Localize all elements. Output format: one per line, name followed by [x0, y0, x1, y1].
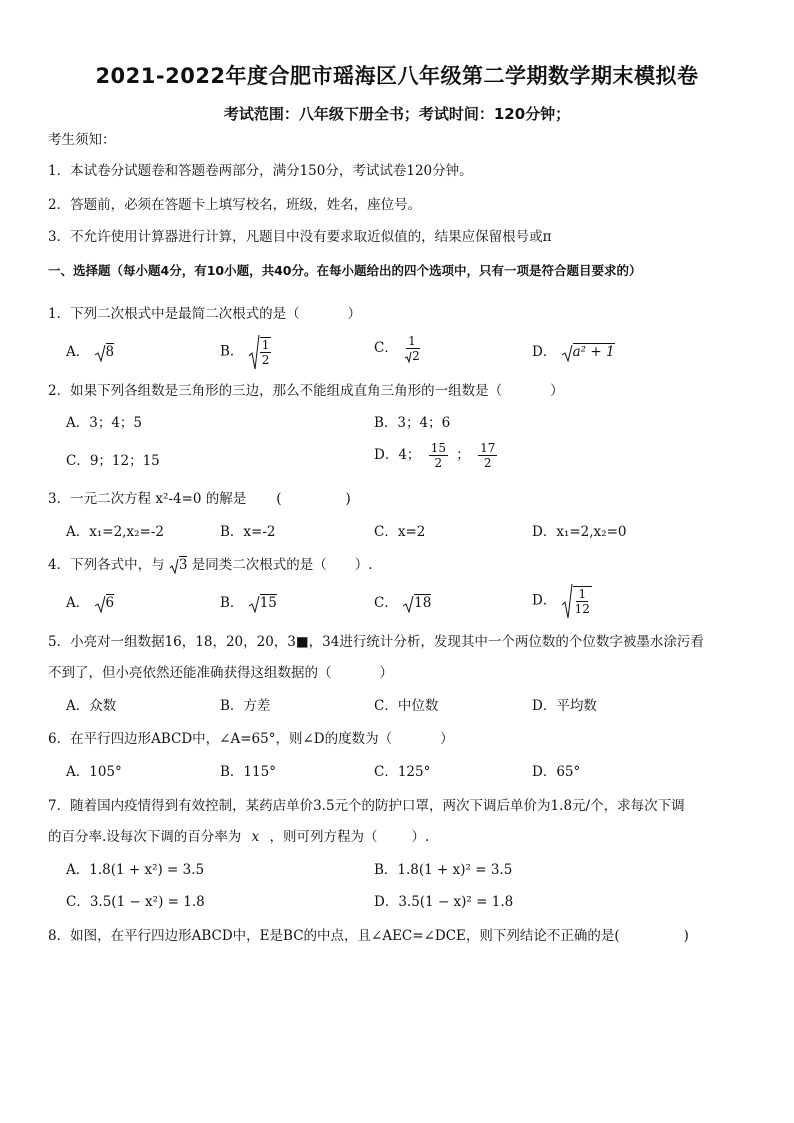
question-4-stem: 4．下列各式中，与 3 是同类二次根式的是（ ）.: [48, 557, 373, 573]
q5-option-b: B．方差: [220, 698, 271, 714]
sqrt-symbol: [94, 344, 106, 362]
question-2-stem: 2．如果下列各组数是三角形的三边，那么不能组成直角三角形的一组数是（ ）: [48, 383, 564, 399]
q7-option-d: D．3.5(1 − x)² = 1.8: [374, 894, 514, 910]
sqrt-symbol: [248, 595, 260, 613]
q4-option-d: D． $\frac{1}{12}$: [532, 583, 592, 619]
q7-option-b: B．1.8(1 + x)² = 3.5: [374, 862, 513, 878]
notice-item-1: 1．本试卷分试题卷和答题卷两部分，满分150分，考试试卷120分钟。: [48, 163, 473, 179]
notice-heading: 考生须知：: [48, 132, 116, 148]
page-subtitle: 考试范围：八年级下册全书；考试时间：120分钟；: [223, 105, 571, 123]
q3-option-b: B．x=-2: [220, 524, 276, 540]
q1-option-c: C． $\frac{1}{2}$: [374, 334, 420, 363]
q2-option-b: B．3；4；6: [374, 415, 451, 431]
q6-option-b: B．115°: [220, 764, 276, 780]
sqrt-symbol: [169, 558, 179, 574]
question-5-line-2: 不到了，但小亮依然还能准确获得这组数据的（ ）: [48, 665, 393, 681]
q5-option-a: A．众数: [66, 698, 117, 714]
sqrt-symbol: [404, 351, 412, 363]
q3-option-a: A．x₁=2,x₂=-2: [66, 524, 164, 540]
q4-option-a: A． 6: [66, 595, 115, 611]
section-heading: 一、选择题（每小题4分，有10小题，共40分。在每小题给出的四个选项中，只有一项是符合题目要求的）: [48, 263, 642, 278]
q2-option-d: D．4； $\frac{15}{2}$ ； $\frac{17}{2}$: [374, 441, 496, 470]
question-1-stem: 1．下列二次根式中是最简二次根式的是（ ）: [48, 306, 362, 322]
q3-option-d: D．x₁=2,x₂=0: [532, 524, 627, 540]
sqrt-symbol: [94, 595, 106, 613]
q3-option-c: C．x=2: [374, 524, 426, 540]
q2-option-c: C．9；12；15: [66, 453, 160, 469]
q7-option-a: A．1.8(1 + x²) = 3.5: [66, 862, 205, 878]
question-6-stem: 6．在平行四边形ABCD中，∠A=65°，则∠D的度数为（ ）: [48, 731, 454, 747]
sqrt-symbol: [248, 334, 260, 370]
q5-option-c: C．中位数: [374, 698, 439, 714]
notice-item-3: 3．不允许使用计算器进行计算，凡题目中没有要求取近似值的，结果应保留根号或π: [48, 229, 552, 245]
q1-option-b: B． $\frac{1}{2}$: [220, 334, 271, 370]
q6-option-d: D．65°: [532, 764, 581, 780]
sqrt-symbol: [561, 583, 573, 619]
q1-option-d: D． a² + 1: [532, 344, 615, 360]
q1-option-a: A． 8: [66, 344, 115, 360]
q6-option-c: C．125°: [374, 764, 431, 780]
page-title: 2021-2022年度合肥市瑶海区八年级第二学期数学期末模拟卷: [95, 64, 699, 88]
q4-option-c: C． 18: [374, 595, 432, 611]
q5-option-d: D．平均数: [532, 698, 597, 714]
question-3-stem: 3．一元二次方程 x²-4=0 的解是 ( ): [48, 491, 351, 507]
question-8-stem: 8．如图，在平行四边形ABCD中，E是BC的中点，且∠AEC=∠DCE，则下列结论不正确的是( ): [48, 928, 689, 944]
q7-option-c: C．3.5(1 − x²) = 1.8: [66, 894, 205, 910]
q6-option-a: A．105°: [66, 764, 122, 780]
q4-option-b: B． 15: [220, 595, 277, 611]
question-7-line-2: 的百分率.设每次下调的百分率为 x ，则可列方程为（ ）.: [48, 829, 430, 845]
sqrt-symbol: [402, 595, 414, 613]
question-7-line-1: 7．随着国内疫情得到有效控制，某药店单价3.5元个的防护口罩，两次下调后单价为1.8元/个，求每次下调: [48, 798, 685, 814]
q2-option-a: A．3；4；5: [66, 415, 143, 431]
notice-item-2: 2．答题前，必须在答题卡上填写校名，班级，姓名，座位号。: [48, 197, 422, 213]
sqrt-symbol: [561, 344, 573, 362]
question-5-line-1: 5．小亮对一组数据16，18，20，20，3■，34进行统计分析，发现其中一个两位数的个位数字被墨水涂污看: [48, 634, 704, 650]
